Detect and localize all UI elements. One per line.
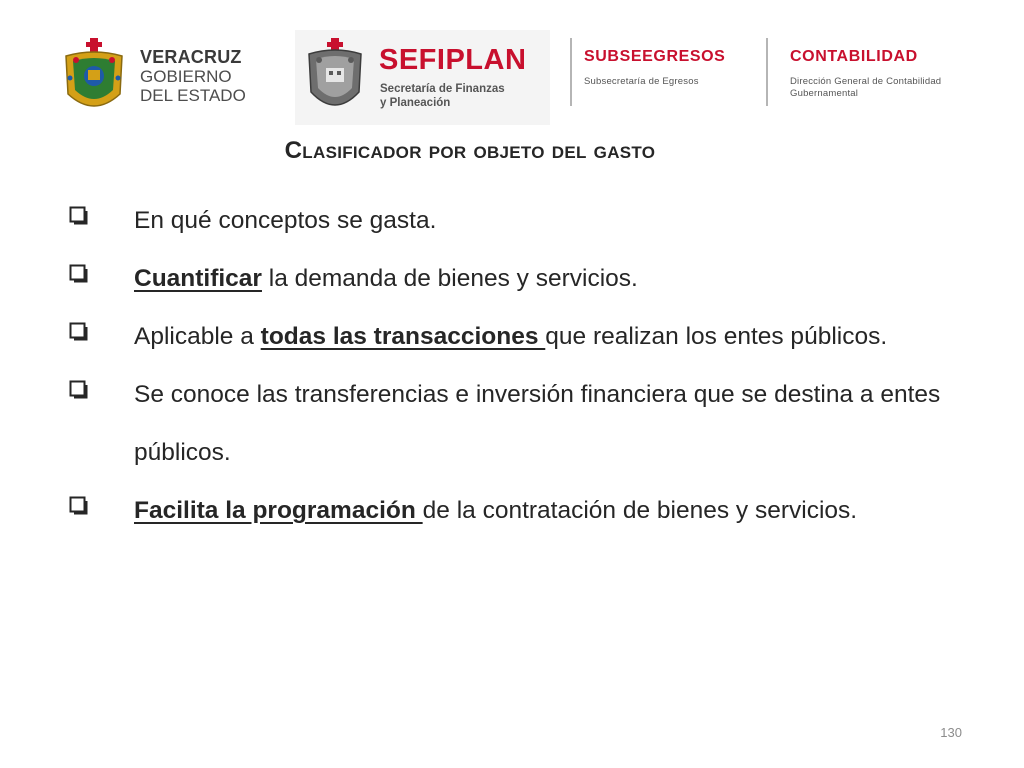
bullet-emphasis: Facilita la programación — [134, 497, 423, 524]
bullet-item — [63, 308, 1003, 366]
sefiplan-subtitle — [380, 82, 505, 110]
bullet-text-after: En qué conceptos se gasta. — [134, 207, 437, 234]
bullet-text-after: de la contratación de bienes y servicios. — [422, 497, 858, 524]
bullet-text-before: Aplicable a — [134, 323, 261, 350]
veracruz-line-1: VERACRUZ — [140, 47, 242, 67]
veracruz-logo — [60, 38, 250, 118]
veracruz-line-3: DEL ESTADO — [140, 86, 246, 105]
subsecretaria-logo — [584, 48, 754, 88]
bullet-text-after: Se conoce las transferencias e inversión financiera que se destina a entes públicos. — [134, 381, 941, 466]
bullet-text-after: la demanda de bienes y servicios. — [261, 265, 638, 292]
slide-title: Clasificador por objeto del gasto — [284, 137, 656, 164]
checkbox-square-icon — [69, 206, 89, 226]
contabilidad-caption-line-2: Gubernamental — [790, 88, 859, 99]
contabilidad-logo — [790, 48, 990, 100]
sefiplan-subtitle-line-2: y Planeación — [380, 97, 451, 109]
header-divider-2 — [766, 38, 768, 106]
header-logo-strip — [0, 30, 1024, 125]
subsecretaria-caption: Subsecretaría de Egresos — [584, 76, 699, 87]
bullet-list — [63, 192, 1003, 540]
sefiplan-name: SEFIPLAN — [379, 44, 527, 76]
checkbox-square-icon — [69, 322, 89, 342]
checkbox-square-icon — [69, 264, 89, 284]
checkbox-square-icon — [69, 380, 89, 400]
bullet-item — [63, 250, 1003, 308]
page-number: 130 — [940, 725, 962, 740]
veracruz-line-2: GOBIERNO — [140, 67, 232, 86]
checkbox-square-icon — [69, 496, 89, 516]
bullet-item — [63, 366, 1003, 482]
bullet-item — [63, 482, 1003, 540]
veracruz-shield-logo — [60, 38, 128, 118]
header-divider-1 — [570, 38, 572, 106]
bullet-item — [63, 192, 1003, 250]
bullet-text-after: que realizan los entes públicos. — [545, 323, 888, 350]
contabilidad-caption — [790, 76, 990, 100]
bullet-emphasis: todas las transacciones — [260, 323, 546, 350]
veracruz-wordmark — [140, 48, 246, 105]
contabilidad-title: CONTABILIDAD — [790, 48, 918, 65]
sefiplan-subtitle-line-1: Secretaría de Finanzas — [380, 83, 505, 95]
bullet-emphasis: Cuantificar — [134, 265, 262, 292]
sefiplan-shield-logo — [295, 30, 375, 125]
contabilidad-caption-line-1: Dirección General de Contabilidad — [790, 76, 942, 87]
subsecretaria-title: SUBSEEGRESOS — [584, 48, 726, 65]
sefiplan-logo — [295, 30, 550, 125]
